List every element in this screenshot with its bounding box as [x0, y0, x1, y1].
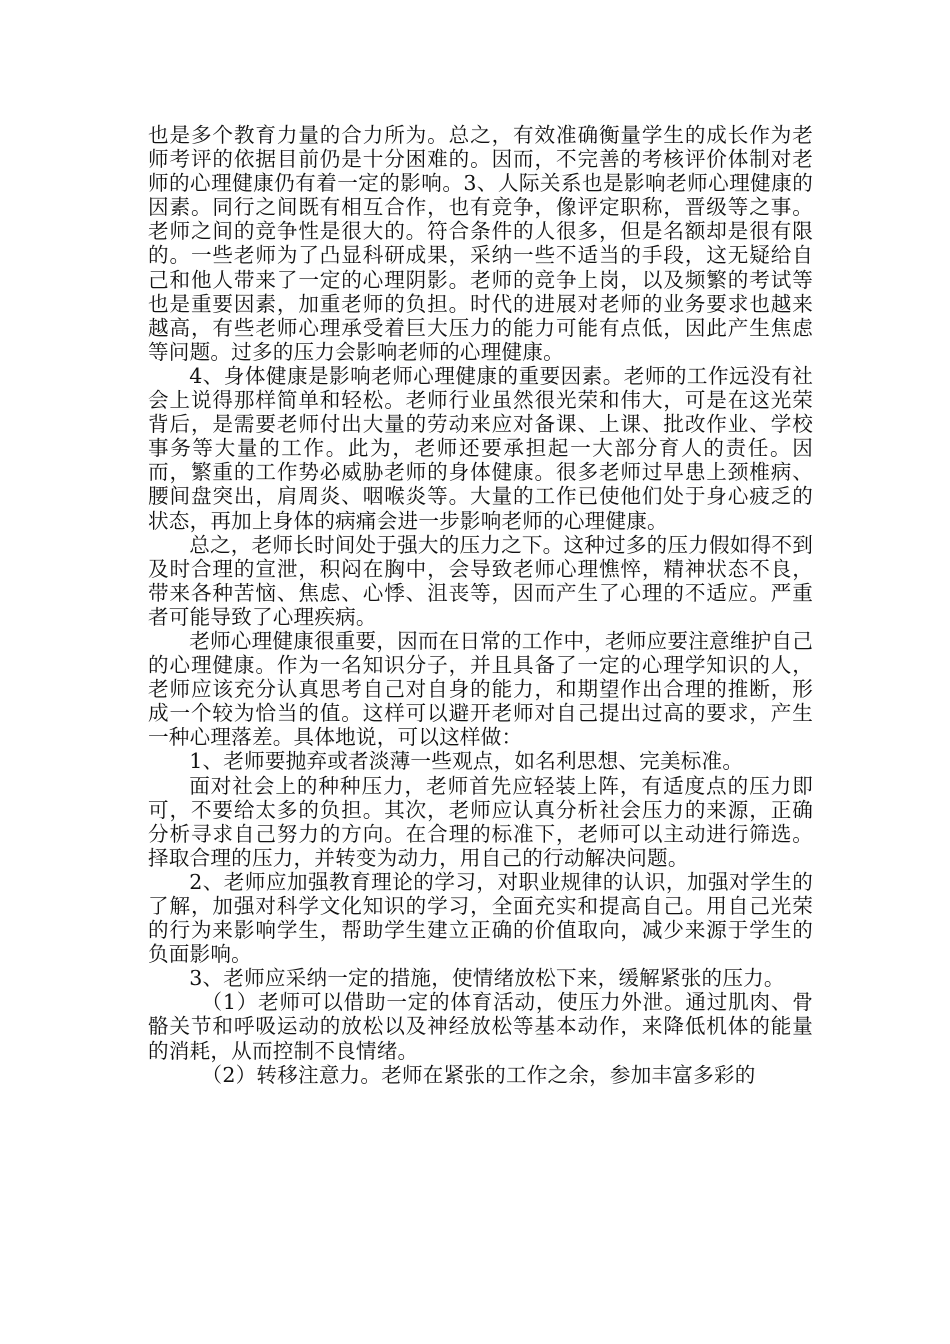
body-text	[148, 123, 813, 1087]
paragraph-point-1: 1、老师要抛弃或者淡薄一些观点，如名利思想、完美标准。	[189, 749, 744, 774]
paragraph-maintain-health: 老师心理健康很重要，因而在日常的工作中，老师应要注意维护自己的心理健康。作为一名知识分子，并且具备了一定的心理学知识的人，老师应该充分认真思考自己对自身的能力，和期望作出合理的推断，形成一个较为恰当的值。这样可以避开老师对自己提出过高的要求，产生一种心理落差。具体地说，可以这样做：	[148, 628, 813, 750]
paragraph-sub-point-1: （1）老师可以借助一定的体育活动，使压力外泄。通过肌肉、骨骼关节和呼吸运动的放松以及神经放松等基本动作，来降低机体的能量的消耗，从而控制不良情绪。	[148, 990, 813, 1063]
paragraph-physical-health: 4、身体健康是影响老师心理健康的重要因素。老师的工作远没有社会上说得那样简单和轻松。老师行业虽然很光荣和伟大，可是在这光荣背后，是需要老师付出大量的劳动来应对备课、上课、批改作业、学校事务等大量的工作。此为，老师还要承担起一大部分育人的责任。因而，繁重的工作势必威胁老师的身体健康。很多老师过早患上颈椎病、腰间盘突出，肩周炎、咽喉炎等。大量的工作已使他们处于身心疲乏的状态，再加上身体的病痛会进一步影响老师的心理健康。	[148, 363, 813, 533]
paragraph-point-2: 2、老师应加强教育理论的学习，对职业规律的认识，加强对学生的了解，加强对科学文化知识的学习，全面充实和提高自己。用自己光荣的行为来影响学生，帮助学生建立正确的价值取向，减少来源于学生的负面影响。	[148, 869, 813, 967]
paragraph-summary: 总之，老师长时间处于强大的压力之下。这种过多的压力假如得不到及时合理的宣泄，积闷在胸中，会导致老师心理憔悴，精神状态不良，带来各种苦恼、焦虑、心悸、沮丧等，因而产生了心理的不适应。严重者可能导致了心理疾病。	[148, 532, 813, 629]
paragraph-sub-point-2: （2）转移注意力。老师在紧张的工作之余，参加丰富多彩的	[201, 1062, 756, 1087]
paragraph-continued: 也是多个教育力量的合力所为。总之，有效准确衡量学生的成长作为老师考评的依据目前仍是十分困难的。因而，不完善的考核评价体制对老师的心理健康仍有着一定的影响。3、人际关系也是影响老师心理健康的因素。同行之间既有相互合作，也有竞争，像评定职称，晋级等之事。老师之间的竞争性是很大的。符合条件的人很多，但是名额却是很有限的。一些老师为了凸显科研成果，采纳一些不适当的手段，这无疑给自己和他人带来了一定的心理阴影。老师的竞争上岗，以及频繁的考试等也是重要因素，加重老师的负担。时代的进展对老师的业务要求也越来越高，有些老师心理承受着巨大压力的能力可能有点低，因此产生焦虑等问题。过多的压力会影响老师的心理健康。	[148, 123, 813, 364]
paragraph-point-3: 3、老师应采纳一定的措施，使情绪放松下来，缓解紧张的压力。	[189, 966, 785, 991]
paragraph-face-pressure: 面对社会上的种种压力，老师首先应轻装上阵，有适度点的压力即可，不要给太多的负担。其次，老师应认真分析社会压力的来源，正确分析寻求自己努力的方向。在合理的标准下，老师可以主动进行筛选。择取合理的压力，并转变为动力，用自己的行动解决问题。	[148, 773, 813, 870]
